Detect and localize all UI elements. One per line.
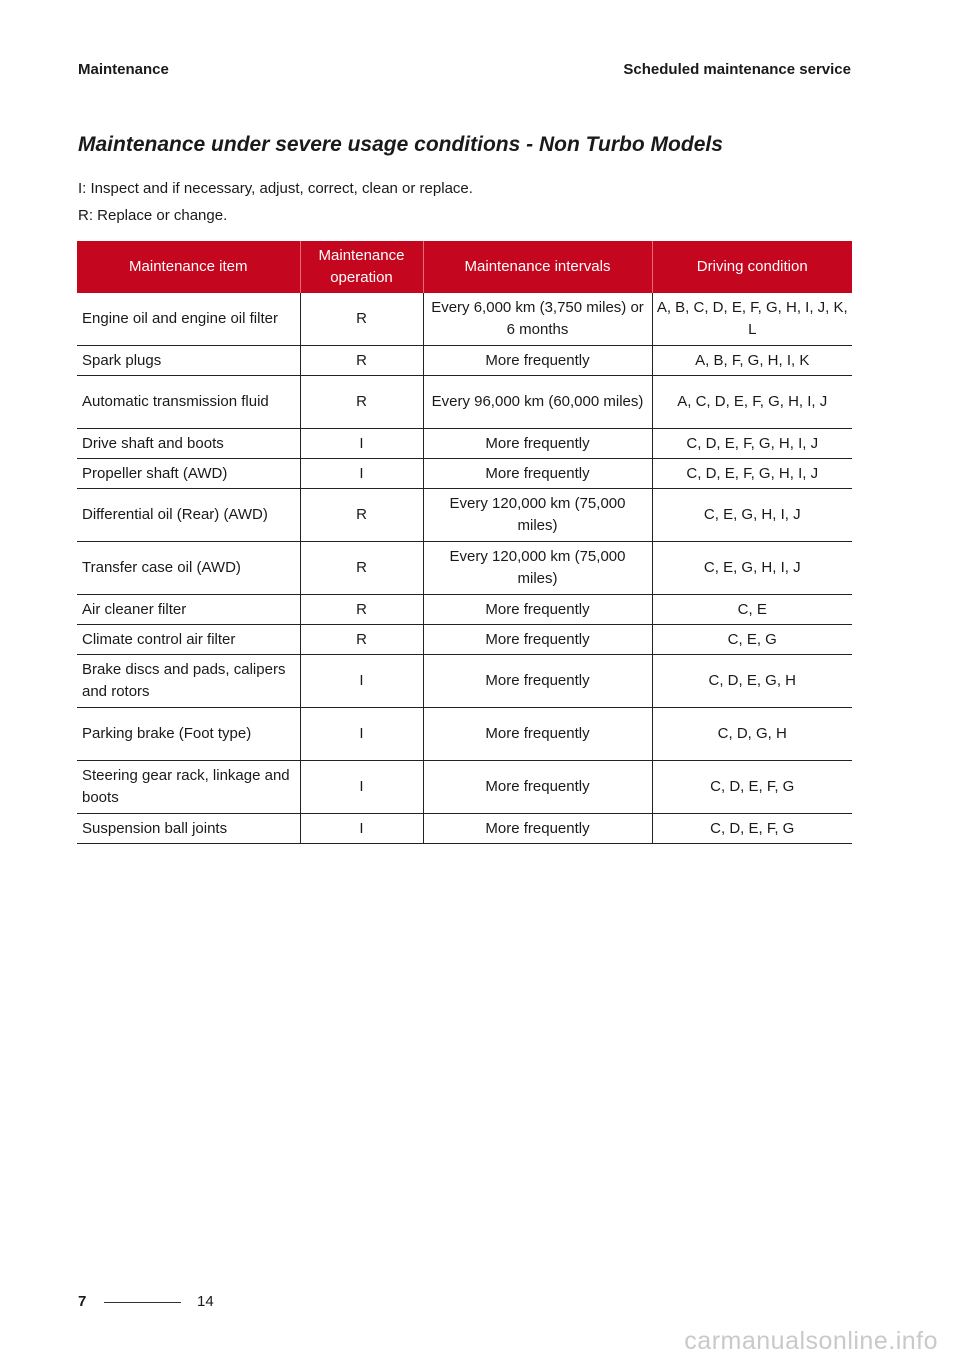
cell-item: Spark plugs: [77, 346, 300, 376]
cell-condition: C, E, G: [652, 625, 852, 655]
cell-interval: More frequently: [423, 625, 652, 655]
cell-condition: A, B, F, G, H, I, K: [652, 346, 852, 376]
column-header-condition: Driving condition: [652, 241, 852, 293]
cell-item: Air cleaner filter: [77, 595, 300, 625]
cell-item: Suspension ball joints: [77, 814, 300, 844]
cell-condition: A, C, D, E, F, G, H, I, J: [652, 376, 852, 429]
cell-interval: More frequently: [423, 346, 652, 376]
cell-condition: C, E, G, H, I, J: [652, 489, 852, 542]
table-row: [77, 293, 852, 346]
cell-operation: R: [300, 625, 423, 655]
cell-interval: More frequently: [423, 708, 652, 761]
cell-item: Parking brake (Foot type): [77, 708, 300, 761]
cell-interval: More frequently: [423, 459, 652, 489]
table-row: [77, 459, 852, 489]
cell-condition: A, B, C, D, E, F, G, H, I, J, K, L: [652, 293, 852, 346]
cell-item: Transfer case oil (AWD): [77, 542, 300, 595]
cell-interval: More frequently: [423, 814, 652, 844]
cell-item: Automatic transmission fluid: [77, 376, 300, 429]
table-row: [77, 429, 852, 459]
table-row: [77, 814, 852, 844]
cell-interval: More frequently: [423, 595, 652, 625]
table-row: [77, 655, 852, 708]
cell-operation: I: [300, 761, 423, 814]
cell-operation: I: [300, 459, 423, 489]
cell-operation: R: [300, 489, 423, 542]
cell-interval: Every 120,000 km (75,000 miles): [423, 489, 652, 542]
legend-inspect: I: Inspect and if necessary, adjust, correct, clean or replace.: [78, 180, 473, 197]
table-row: [77, 708, 852, 761]
table-header-row: [77, 241, 852, 293]
cell-operation: I: [300, 429, 423, 459]
cell-operation: I: [300, 708, 423, 761]
maintenance-table: [77, 241, 852, 844]
cell-item: Steering gear rack, linkage and boots: [77, 761, 300, 814]
cell-interval: Every 96,000 km (60,000 miles): [423, 376, 652, 429]
cell-item: Differential oil (Rear) (AWD): [77, 489, 300, 542]
cell-interval: More frequently: [423, 429, 652, 459]
cell-condition: C, E: [652, 595, 852, 625]
cell-operation: I: [300, 655, 423, 708]
cell-item: Brake discs and pads, calipers and rotors: [77, 655, 300, 708]
footer-page-number: 14: [197, 1293, 214, 1310]
cell-item: Climate control air filter: [77, 625, 300, 655]
table-row: [77, 346, 852, 376]
footer-divider: [104, 1302, 181, 1303]
table-row: [77, 376, 852, 429]
cell-condition: C, D, E, G, H: [652, 655, 852, 708]
cell-condition: C, D, E, F, G, H, I, J: [652, 459, 852, 489]
header-section: Scheduled maintenance service: [623, 61, 851, 78]
column-header-item: Maintenance item: [77, 241, 300, 293]
cell-condition: C, E, G, H, I, J: [652, 542, 852, 595]
cell-item: Drive shaft and boots: [77, 429, 300, 459]
cell-condition: C, D, G, H: [652, 708, 852, 761]
cell-item: Propeller shaft (AWD): [77, 459, 300, 489]
cell-interval: More frequently: [423, 761, 652, 814]
cell-operation: R: [300, 542, 423, 595]
cell-item: Engine oil and engine oil filter: [77, 293, 300, 346]
cell-operation: R: [300, 595, 423, 625]
footer-chapter-number: 7: [78, 1293, 87, 1310]
legend-replace: R: Replace or change.: [78, 207, 228, 224]
cell-condition: C, D, E, F, G, H, I, J: [652, 429, 852, 459]
table-row: [77, 542, 852, 595]
page-title: Maintenance under severe usage conditions - Non Turbo Models: [78, 133, 723, 156]
table-row: [77, 489, 852, 542]
cell-interval: Every 6,000 km (3,750 miles) or 6 months: [423, 293, 652, 346]
cell-condition: C, D, E, F, G: [652, 814, 852, 844]
cell-interval: More frequently: [423, 655, 652, 708]
cell-interval: Every 120,000 km (75,000 miles): [423, 542, 652, 595]
table-row: [77, 761, 852, 814]
watermark: carmanualsonline.info: [684, 1327, 938, 1355]
cell-operation: R: [300, 346, 423, 376]
table-row: [77, 625, 852, 655]
cell-condition: C, D, E, F, G: [652, 761, 852, 814]
column-header-intervals: Maintenance intervals: [423, 241, 652, 293]
cell-operation: I: [300, 814, 423, 844]
cell-operation: R: [300, 376, 423, 429]
table-row: [77, 595, 852, 625]
header-chapter: Maintenance: [78, 61, 169, 78]
cell-operation: R: [300, 293, 423, 346]
column-header-operation: Maintenance operation: [300, 241, 423, 293]
